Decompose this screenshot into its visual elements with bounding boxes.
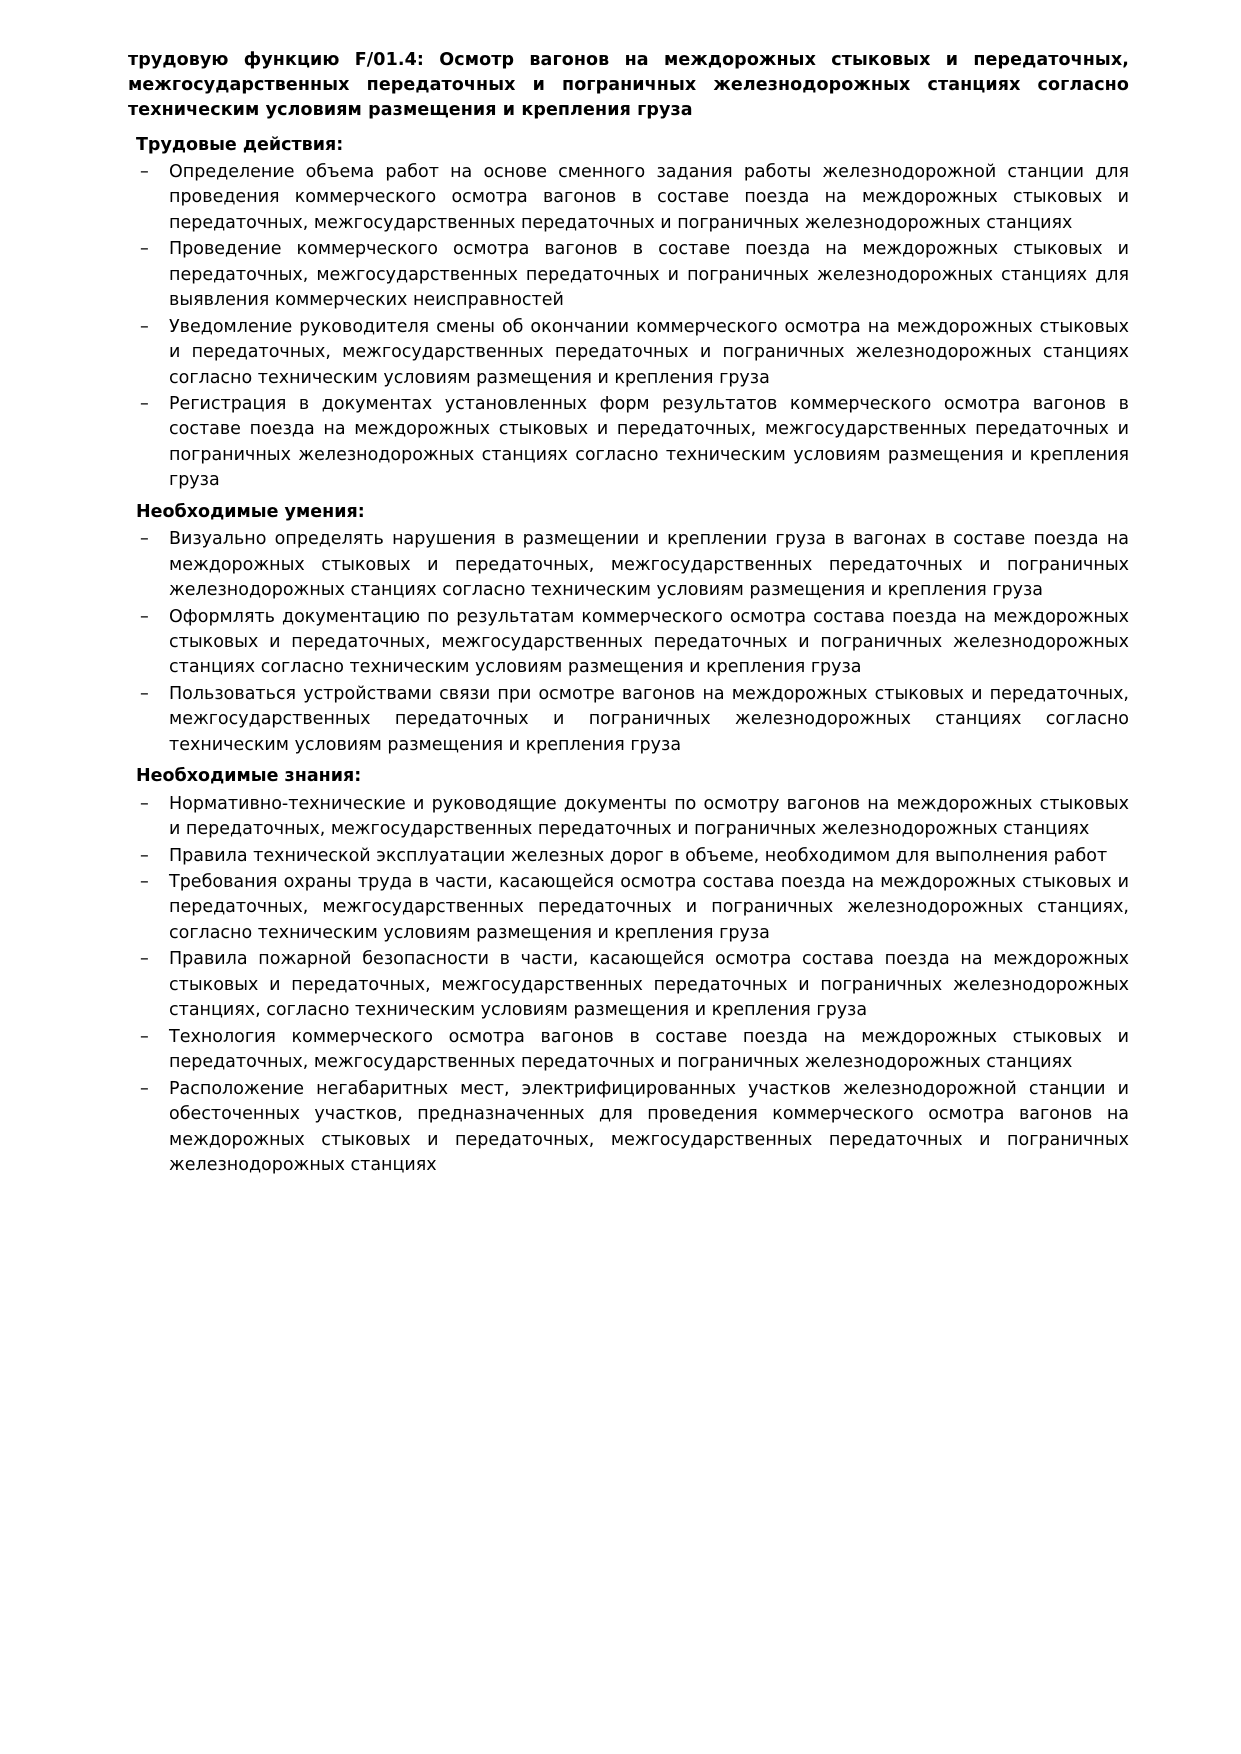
list-item xyxy=(136,1077,1129,1179)
list-item xyxy=(136,605,1129,681)
list-item xyxy=(136,160,1129,236)
section-required-knowledge xyxy=(128,764,1129,1178)
list-item-text: Правила пожарной безопасности в части, касающейся осмотра состава поезда на междорожных стыковых и передаточных, межгосударственных передаточных и пограничных железнодорожных станциях, согласно техническим условиям размещения и крепления груза xyxy=(169,949,1129,1021)
list-item xyxy=(136,1025,1129,1076)
section-title: Необходимые умения: xyxy=(136,501,365,522)
list-item xyxy=(136,947,1129,1023)
list-item-text: Технология коммерческого осмотра вагонов в составе поезда на междорожных стыковых и передаточных, межгосударственных передаточных и пограничных железнодорожных станциях xyxy=(169,1026,1129,1073)
list-item xyxy=(136,315,1129,391)
list-item xyxy=(136,237,1129,313)
dash-bullet-icon: – xyxy=(140,393,149,414)
list-item-text: Определение объема работ на основе сменного задания работы железнодорожной станции для проведения коммерческого осмотра вагонов в составе поезда на междорожных стыковых и передаточных, межгосударственных передаточных и пограничных железнодорожных станциях xyxy=(169,161,1129,233)
list-item-text: Нормативно-технические и руководящие документы по осмотру вагонов на междорожных стыковых и передаточных, межгосударственных передаточных и пограничных железнодорожных станциях xyxy=(169,793,1129,840)
list-item-text: Уведомление руководителя смены об окончании коммерческого осмотра на междорожных стыковых и передаточных, межгосударственных передаточных и пограничных железнодорожных станциях согласно техническим условиям размещения и крепления груза xyxy=(169,316,1129,388)
list-item-text: Пользоваться устройствами связи при осмотре вагонов на междорожных стыковых и передаточных, межгосударственных передаточных и пограничных железнодорожных станциях согласно техническим условиям размещения и крепления груза xyxy=(169,683,1129,755)
list-item-text: Правила технической эксплуатации железных дорог в объеме, необходимом для выполнения работ xyxy=(169,845,1108,866)
list-item xyxy=(136,792,1129,843)
page-title: трудовую функцию F/01.4: Осмотр вагонов на междорожных стыковых и передаточных, межгосударственных передаточных и пограничных железнодорожных станциях согласно техническим условиям размещения и крепления груза xyxy=(128,50,1129,120)
dash-bullet-icon: – xyxy=(140,1026,149,1047)
dash-bullet-icon: – xyxy=(140,793,149,814)
dash-bullet-icon: – xyxy=(140,606,149,627)
dash-bullet-icon: – xyxy=(140,529,149,550)
dash-bullet-icon: – xyxy=(140,949,149,970)
list-item-text: Визуально определять нарушения в размещении и креплении груза в вагонах в составе поезда на междорожных стыковых и передаточных, межгосударственных передаточных и пограничных железнодорожных станциях согласно техническим условиям размещения и крепления груза xyxy=(169,529,1129,601)
dash-bullet-icon: – xyxy=(140,871,149,892)
list-item xyxy=(136,682,1129,758)
list-item-text: Расположение негабаритных мест, электрифицированных участков железнодорожной станции и обесточенных участков, предназначенных для проведения коммерческого осмотра вагонов на междорожных стыковых и передаточных, межгосударственных передаточных и пограничных железнодорожных станциях xyxy=(169,1078,1129,1175)
dash-bullet-icon: – xyxy=(140,161,149,182)
list-item xyxy=(136,844,1129,869)
list-labor-actions xyxy=(128,160,1129,494)
section-title: Необходимые знания: xyxy=(136,766,362,787)
list-item xyxy=(136,392,1129,494)
dash-bullet-icon: – xyxy=(140,316,149,337)
list-required-knowledge xyxy=(128,792,1129,1179)
list-item xyxy=(136,870,1129,946)
dash-bullet-icon: – xyxy=(140,1078,149,1099)
dash-bullet-icon: – xyxy=(140,683,149,704)
dash-bullet-icon: – xyxy=(140,845,149,866)
section-title: Трудовые действия: xyxy=(136,134,344,155)
list-item-text: Проведение коммерческого осмотра вагонов в составе поезда на междорожных стыковых и передаточных, межгосударственных передаточных и пограничных железнодорожных станциях для выявления коммерческих неисправностей xyxy=(169,239,1129,311)
section-labor-actions xyxy=(128,133,1129,494)
list-item-text: Оформлять документацию по результатам коммерческого осмотра состава поезда на междорожных стыковых и передаточных, межгосударственных передаточных и пограничных железнодорожных станциях согласно техническим условиям размещения и крепления груза xyxy=(169,606,1129,678)
list-item-text: Требования охраны труда в части, касающейся осмотра состава поезда на междорожных стыковых и передаточных, межгосударственных передаточных и пограничных железнодорожных станциях, согласно техническим условиям размещения и крепления груза xyxy=(169,871,1129,943)
list-item-text: Регистрация в документах установленных форм результатов коммерческого осмотра вагонов в составе поезда на междорожных стыковых и передаточных, межгосударственных передаточных и пограничных железнодорожных станциях согласно техническим условиям размещения и крепления груза xyxy=(169,393,1129,491)
dash-bullet-icon: – xyxy=(140,239,149,260)
list-required-skills xyxy=(128,527,1129,758)
list-item xyxy=(136,527,1129,603)
section-required-skills xyxy=(128,500,1129,758)
